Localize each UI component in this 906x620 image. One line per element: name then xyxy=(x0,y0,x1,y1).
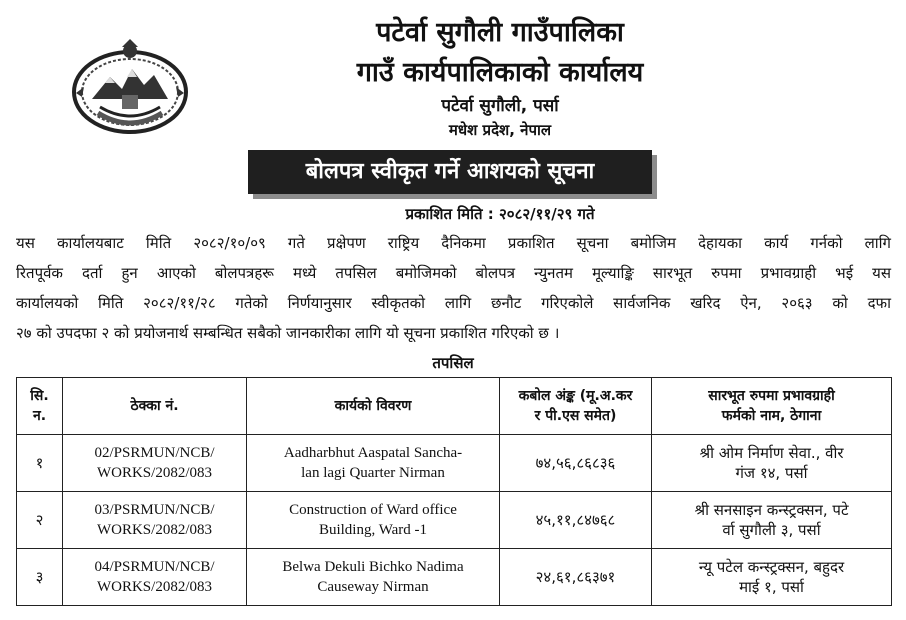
cell-sn: २ xyxy=(17,492,63,549)
cell-description: Belwa Dekuli Bichko Nadima Causeway Nirman xyxy=(247,549,500,606)
published-date: प्रकाशित मिति : २०८२/११/२९ गते xyxy=(405,205,595,223)
table-header-row xyxy=(17,378,892,435)
cell-description: Aadharbhut Aaspatal Sancha- lan lagi Quarter Nirman xyxy=(247,435,500,492)
province-label: मधेश प्रदेश, नेपाल xyxy=(448,121,552,139)
cell-description: Construction of Ward office Building, Ward -1 xyxy=(247,492,500,549)
cell-contract-no: 03/PSRMUN/NCB/ WORKS/2082/083 xyxy=(63,492,247,549)
cell-bid-amount: २४,६१,८६३७१ xyxy=(500,549,652,606)
table-row xyxy=(17,492,892,549)
header-firm: सारभूत रुपमा प्रभावग्राही फर्मको नाम, ठेगाना xyxy=(652,378,892,435)
notice-body xyxy=(16,228,891,348)
office-address: पटेर्वा सुगौली, पर्सा xyxy=(441,96,559,116)
notice-body-line: कार्यालयको मिति २०८२/११/२८ गतेको निर्णयानुसार स्वीकृतको लागि छनौट गरिएकोले सार्वजनिक खरिद ऐन, २०६३ को दफा xyxy=(16,294,891,312)
notice-title-banner: बोलपत्र स्वीकृत गर्ने आशयको सूचना xyxy=(248,150,652,194)
table-row xyxy=(17,435,892,492)
table-heading: तपसिल xyxy=(432,354,474,372)
cell-bid-amount: ७४,५६,८६८३६ xyxy=(500,435,652,492)
header-sn: सि. न. xyxy=(17,378,63,435)
header-contract-no: ठेक्का नं. xyxy=(63,378,247,435)
notice-body-line: यस कार्यालयबाट मिति २०८२/१०/०९ गते प्रक्षेपण राष्ट्रिय दैनिकमा प्रकाशित सूचना बमोजिम देहायका कार्य गर्नको लागि xyxy=(16,234,891,252)
contracts-table xyxy=(16,377,892,606)
cell-sn: ३ xyxy=(17,549,63,606)
municipality-title: पटेर्वा सुगौली गाउँपालिका xyxy=(376,17,624,48)
table-row xyxy=(17,549,892,606)
office-title: गाउँ कार्यपालिकाको कार्यालय xyxy=(356,57,644,88)
header-bid-amount: कबोल अंङ्क (मू.अ.कर र पी.एस समेत) xyxy=(500,378,652,435)
cell-sn: १ xyxy=(17,435,63,492)
nepal-government-emblem-icon xyxy=(70,37,190,137)
cell-contract-no: 04/PSRMUN/NCB/ WORKS/2082/083 xyxy=(63,549,247,606)
cell-firm: न्यू पटेल कन्स्ट्रक्सन, बहुदर माई १, पर्सा xyxy=(652,549,892,606)
cell-firm: श्री सनसाइन कन्स्ट्रक्सन, पटे र्वा सुगौली ३, पर्सा xyxy=(652,492,892,549)
notice-body-line: २७ को उपदफा २ को प्रयोजनार्थ सम्बन्धित सबैको जानकारीका लागि यो सूचना प्रकाशित गरिएको छ । xyxy=(16,324,560,342)
cell-contract-no: 02/PSRMUN/NCB/ WORKS/2082/083 xyxy=(63,435,247,492)
cell-bid-amount: ४५,११,८४७६८ xyxy=(500,492,652,549)
header-description: कार्यको विवरण xyxy=(247,378,500,435)
cell-firm: श्री ओम निर्माण सेवा., वीर गंज १४, पर्सा xyxy=(652,435,892,492)
notice-body-line: रितपूर्वक दर्ता हुन आएको बोलपत्रहरू मध्ये तपसिल बमोजिमको बोलपत्र न्युनतम मूल्याङ्कि सारभूत रुपमा प्रभावग्राही भई यस xyxy=(16,264,891,282)
